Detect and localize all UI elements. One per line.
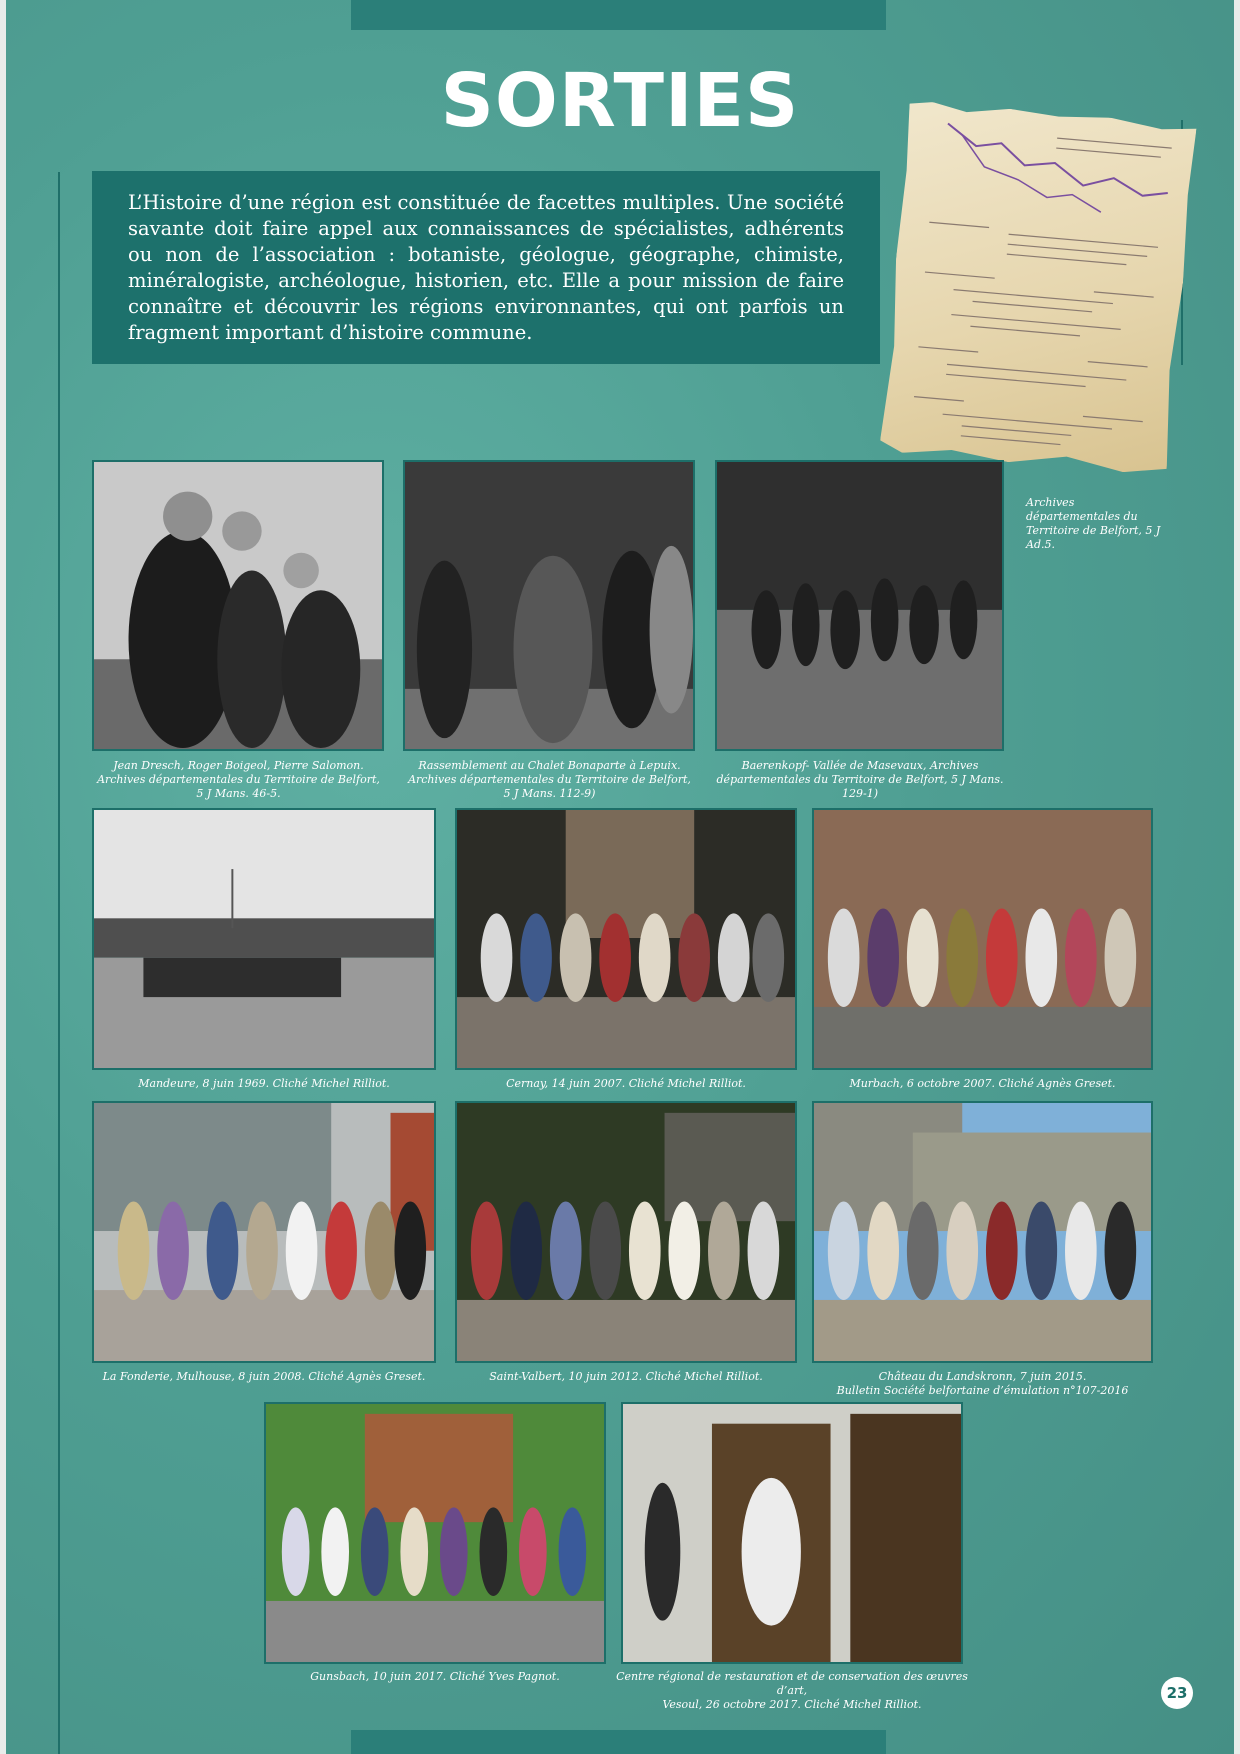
photo-cernay	[455, 808, 797, 1070]
caption-vesoul-line2: Vesoul, 26 octobre 2017. Cliché Michel Rilliot.	[662, 1698, 922, 1711]
caption-gunsbach: Gunsbach, 10 juin 2017. Cliché Yves Pagnot.	[310, 1670, 560, 1683]
caption-dresch: Jean Dresch, Roger Boigeol, Pierre Salomon. Archives départementales du Territoire de Belfort, 5 J Mans. 46-5.	[97, 759, 380, 800]
caption-vesoul-line1: Centre régional de restauration et de conservation des œuvres d’art,	[616, 1670, 968, 1697]
photo-dresch	[92, 460, 384, 751]
left-rule	[58, 172, 60, 1754]
photo-vesoul	[621, 1402, 963, 1664]
caption-vesoul	[606, 1670, 978, 1712]
caption-cernay: Cernay, 14 juin 2007. Cliché Michel Rilliot.	[506, 1077, 746, 1090]
caption-lepuix: Rassemblement au Chalet Bonaparte à Lepuix. Archives départementales du Territoire de Belfort, 5 J Mans. 112-9)	[408, 759, 691, 800]
page-title: SORTIES	[440, 58, 800, 144]
photo-gunsbach	[264, 1402, 606, 1664]
photo-saint-valbert	[455, 1101, 797, 1363]
caption-fonderie: La Fonderie, Mulhouse, 8 juin 2008. Cliché Agnès Greset.	[102, 1370, 426, 1383]
photo-lepuix	[403, 460, 695, 751]
caption-landskronn-line2: Bulletin Société belfortaine d’émulation n°107-2016	[836, 1384, 1129, 1397]
intro-box: L’Histoire d’une région est constituée de facettes multiples. Une société savante doit faire appel aux connaissances de spécialistes, adhérents ou non de l’association : botaniste, géologue, géographe, chimiste, minéralogiste, archéologue, historien, etc. Elle a pour mission de faire connaître et découvrir les régions environnantes, qui ont parfois un fragment important d’histoire commune.	[92, 171, 880, 364]
photo-murbach	[812, 808, 1153, 1070]
bottom-tab	[351, 1730, 886, 1754]
caption-baerenkopf: Baerenkopf- Vallée de Masevaux, Archives départementales du Territoire de Belfort, 5 J Mans. 129-1)	[716, 759, 1004, 800]
photo-mandeure	[92, 808, 436, 1070]
document-caption: Archives départementales du Territoire de Belfort, 5 J Ad.5.	[1026, 496, 1161, 551]
page	[6, 0, 1234, 1754]
photo-fonderie	[92, 1101, 436, 1363]
page-number: 23	[1161, 1677, 1193, 1709]
caption-landskronn-line1: Château du Landskronn, 7 juin 2015.	[878, 1370, 1087, 1383]
photo-baerenkopf	[715, 460, 1004, 751]
archive-document-image	[879, 100, 1197, 476]
caption-landskronn	[812, 1370, 1153, 1398]
photo-landskronn	[812, 1101, 1153, 1363]
caption-saint-valbert: Saint-Valbert, 10 juin 2012. Cliché Michel Rilliot.	[489, 1370, 763, 1383]
caption-mandeure: Mandeure, 8 juin 1969. Cliché Michel Rilliot.	[138, 1077, 390, 1090]
caption-murbach: Murbach, 6 octobre 2007. Cliché Agnès Greset.	[849, 1077, 1116, 1090]
top-tab	[351, 0, 886, 30]
